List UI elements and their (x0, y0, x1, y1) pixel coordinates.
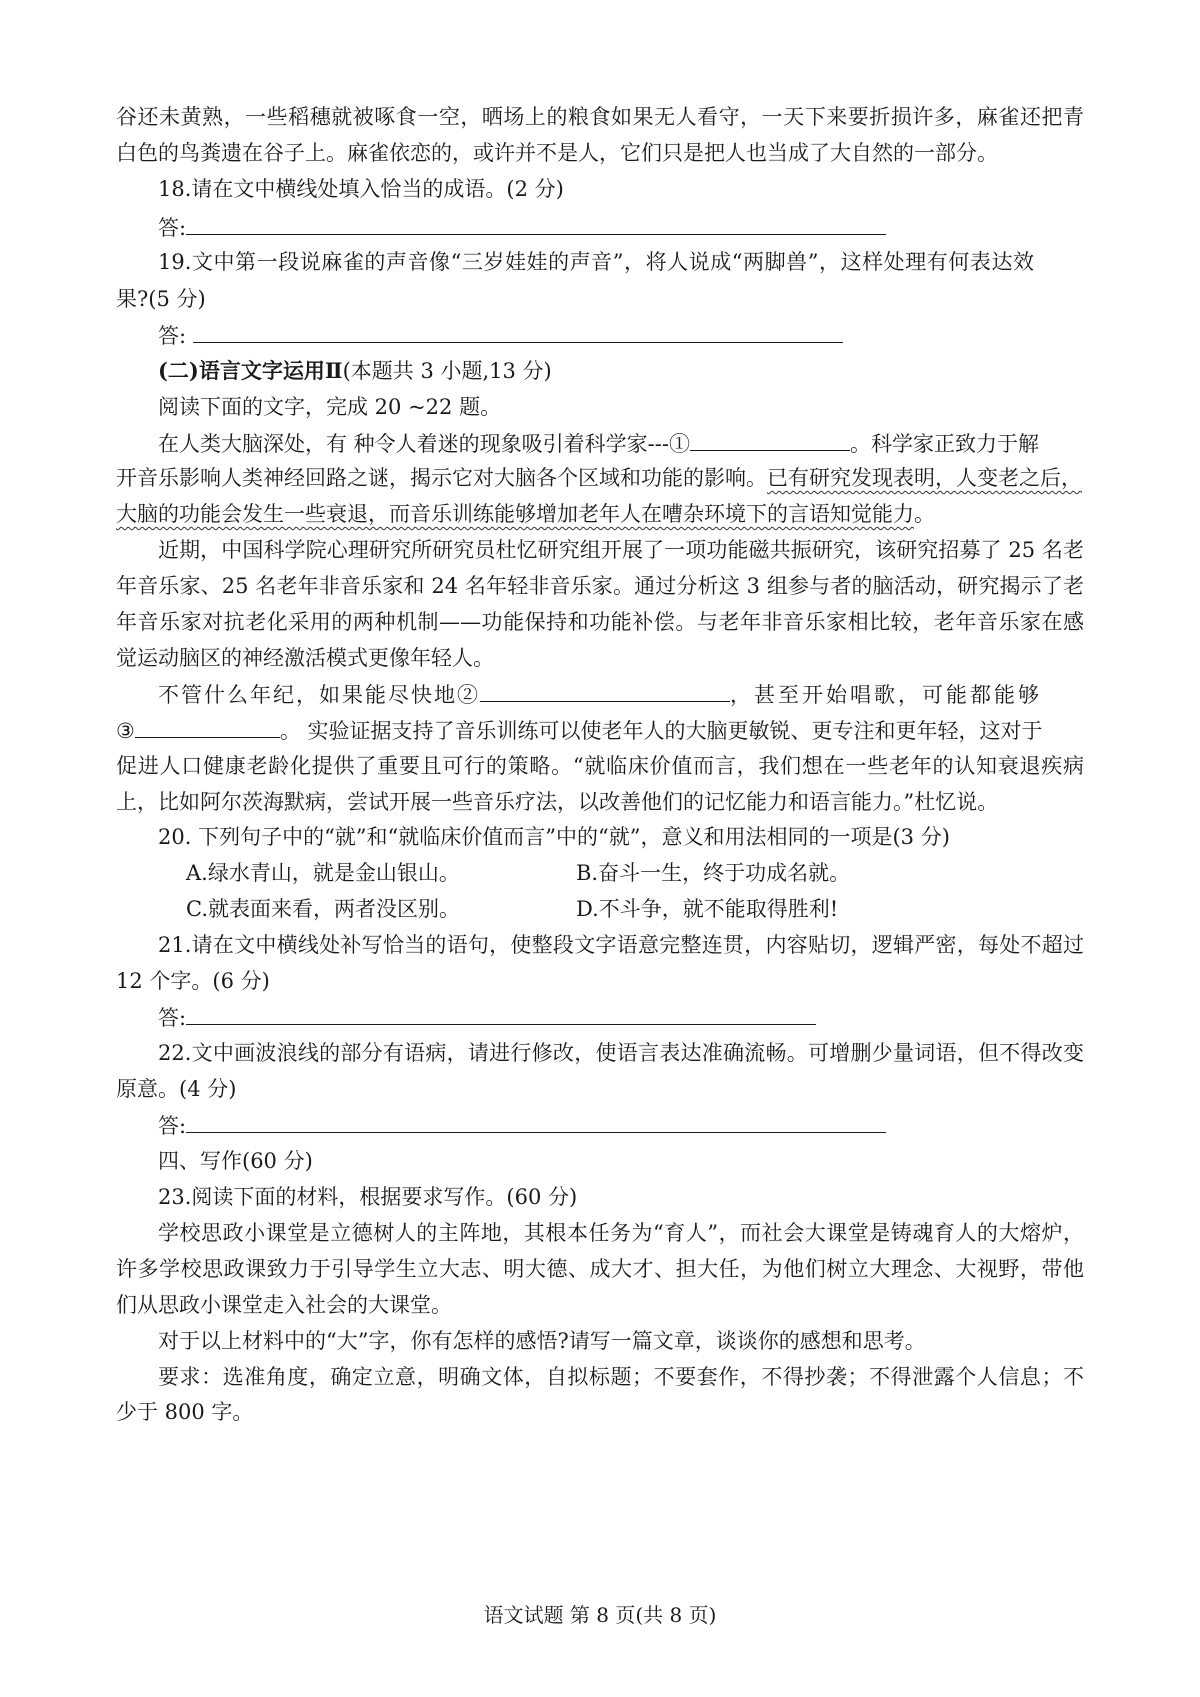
q23-requirement-line-1: 要求：选准角度，确定立意，明确文体，自拟标题；不要套作，不得抄袭；不得泄露个人信息；不 (158, 1365, 1084, 1389)
wavy-underlined-text: 已有研究发现表明，人变老之后， (767, 466, 1082, 490)
section-4-heading: 四、写作(60 分) (158, 1149, 313, 1173)
q23-requirement-line-2: 少于 800 字。 (116, 1400, 254, 1424)
q19-answer-label: 答: (158, 324, 187, 348)
q18-answer-label: 答: (158, 216, 187, 240)
passage-p3-line-3: 促进人口健康老龄化提供了重要且可行的策略。“就临床价值而言，我们想在一些老年的认知衰退疾病 (116, 754, 1084, 778)
passage-p1-line-1 (158, 428, 1084, 459)
q20-prompt: 20. 下列句子中的“就”和“就临床价值而言”中的“就”，意义和用法相同的一项是(3 分) (158, 825, 950, 849)
passage-text: 开音乐影响人类神经回路之谜，揭示它对大脑各个区域和功能的影响。 (116, 466, 767, 490)
passage-p2-line-1: 近期，中国科学院心理研究所研究员杜忆研究组开展了一项功能磁共振研究，该研究招募了 25 名老 (158, 538, 1084, 562)
passage-text: ③ (116, 719, 135, 743)
page-footer: 语文试题 第 8 页(共 8 页) (483, 1603, 717, 1627)
passage-p1-line-3 (116, 499, 1084, 529)
q20-option-c[interactable]: C.就表面来看，两者没区别。 (186, 897, 460, 921)
q20-option-d[interactable]: D.不斗争，就不能取得胜利! (576, 897, 839, 921)
section-2-instruction: 阅读下面的文字，完成 20 ~22 题。 (158, 395, 502, 419)
blank-1[interactable] (690, 428, 850, 451)
q21-answer-label: 答: (158, 1006, 187, 1030)
q19-answer-line (158, 320, 1084, 351)
q20-option-a[interactable]: A.绿水青山，就是金山银山。 (186, 861, 460, 885)
q23-task: 对于以上材料中的“大”字，你有怎样的感悟?请写一篇文章，谈谈你的感想和思考。 (158, 1329, 926, 1353)
q21-prompt-line-2: 12 个字。(6 分) (116, 969, 270, 993)
blank-2[interactable] (480, 679, 730, 702)
section-2-note: (本题共 3 小题,13 分) (342, 359, 552, 383)
section-2-heading (158, 356, 1084, 386)
q18-answer-line (158, 212, 1084, 243)
passage-p3-line-1 (158, 679, 1084, 710)
q22-prompt-line-1: 22.文中画波浪线的部分有语病，请进行修改，使语言表达准确流畅。可增删少量词语，但不得改变 (158, 1041, 1084, 1065)
q23-prompt: 23.阅读下面的材料，根据要求写作。(60 分) (158, 1185, 578, 1209)
passage-p3-line-4: 上，比如阿尔茨海默病，尝试开展一些音乐疗法，以改善他们的记忆能力和语言能力。”杜忆说。 (116, 790, 999, 814)
section-2-title: (二)语言文字运用Ⅱ (158, 358, 343, 383)
q22-prompt-line-2: 原意。(4 分) (116, 1077, 237, 1101)
passage-p1-line-2 (116, 463, 1084, 493)
passage-text: 。科学家正致力于解 (849, 432, 1039, 456)
q22-answer-blank[interactable] (186, 1110, 886, 1133)
q19-prompt-line-2: 果?(5 分) (116, 287, 206, 311)
intro-line-2: 白色的鸟粪遗在谷子上。麻雀依恋的，或许并不是人，它们只是把人也当成了大自然的一部分。 (116, 141, 998, 165)
passage-p2-line-3: 年音乐家对抗老化采用的两种机制——功能保持和功能补偿。与老年非音乐家相比较，老年音乐家在感 (116, 610, 1084, 634)
q20-option-b[interactable]: B.奋斗一生，终于功成名就。 (576, 861, 851, 885)
passage-p3-line-2 (116, 715, 1084, 746)
blank-3[interactable] (135, 715, 280, 738)
q23-material-line-1: 学校思政小课堂是立德树人的主阵地，其根本任务为“育人”，而社会大课堂是铸魂育人的大熔炉， (158, 1221, 1084, 1245)
q22-answer-label: 答: (158, 1114, 187, 1138)
q18-prompt: 18.请在文中横线处填入恰当的成语。(2 分) (158, 177, 564, 201)
q23-material-line-2: 许多学校思政课致力于引导学生立大志、明大德、成大才、担大任，为他们树立大理念、大视野，带他 (116, 1257, 1084, 1281)
q22-answer-line (158, 1110, 1084, 1141)
q21-answer-line (158, 1002, 1084, 1033)
q19-prompt-line-1: 19.文中第一段说麻雀的声音像“三岁娃娃的声音”，将人说成“两脚兽”，这样处理有何表达效 (158, 250, 1034, 274)
wavy-underlined-text: 大脑的功能会发生一些衰退，而音乐训练能够增加老年人在嘈杂环境下的言语知觉能力 (116, 502, 914, 526)
intro-line-1: 谷还未黄熟，一些稻穗就被啄食一空，晒场上的粮食如果无人看守，一天下来要折损许多，麻雀还把青 (116, 105, 1084, 129)
passage-text: 。 (914, 502, 935, 526)
passage-text: 在人类大脑深处，有 种令人着迷的现象吸引着科学家---① (158, 432, 690, 456)
q19-answer-blank[interactable] (193, 320, 843, 343)
passage-text: 不管什么年纪，如果能尽快地② (158, 683, 480, 707)
passage-p2-line-4: 觉运动脑区的神经激活模式更像年轻人。 (116, 646, 494, 670)
q18-answer-blank[interactable] (186, 212, 886, 235)
q21-answer-blank[interactable] (186, 1002, 816, 1025)
passage-text: ，甚至开始唱歌，可能都能够 (730, 683, 1042, 707)
q23-material-line-3: 们从思政小课堂走入社会的大课堂。 (116, 1293, 452, 1317)
q21-prompt-line-1: 21.请在文中横线处补写恰当的语句，使整段文字语意完整连贯，内容贴切，逻辑严密，每处不超过 (158, 933, 1084, 957)
passage-p2-line-2: 年音乐家、25 名老年非音乐家和 24 名年轻非音乐家。通过分析这 3 组参与者的脑活动，研究揭示了老 (116, 574, 1084, 598)
passage-text: 。 实验证据支持了音乐训练可以使老年人的大脑更敏锐、更专注和更年轻，这对于 (279, 719, 1043, 743)
